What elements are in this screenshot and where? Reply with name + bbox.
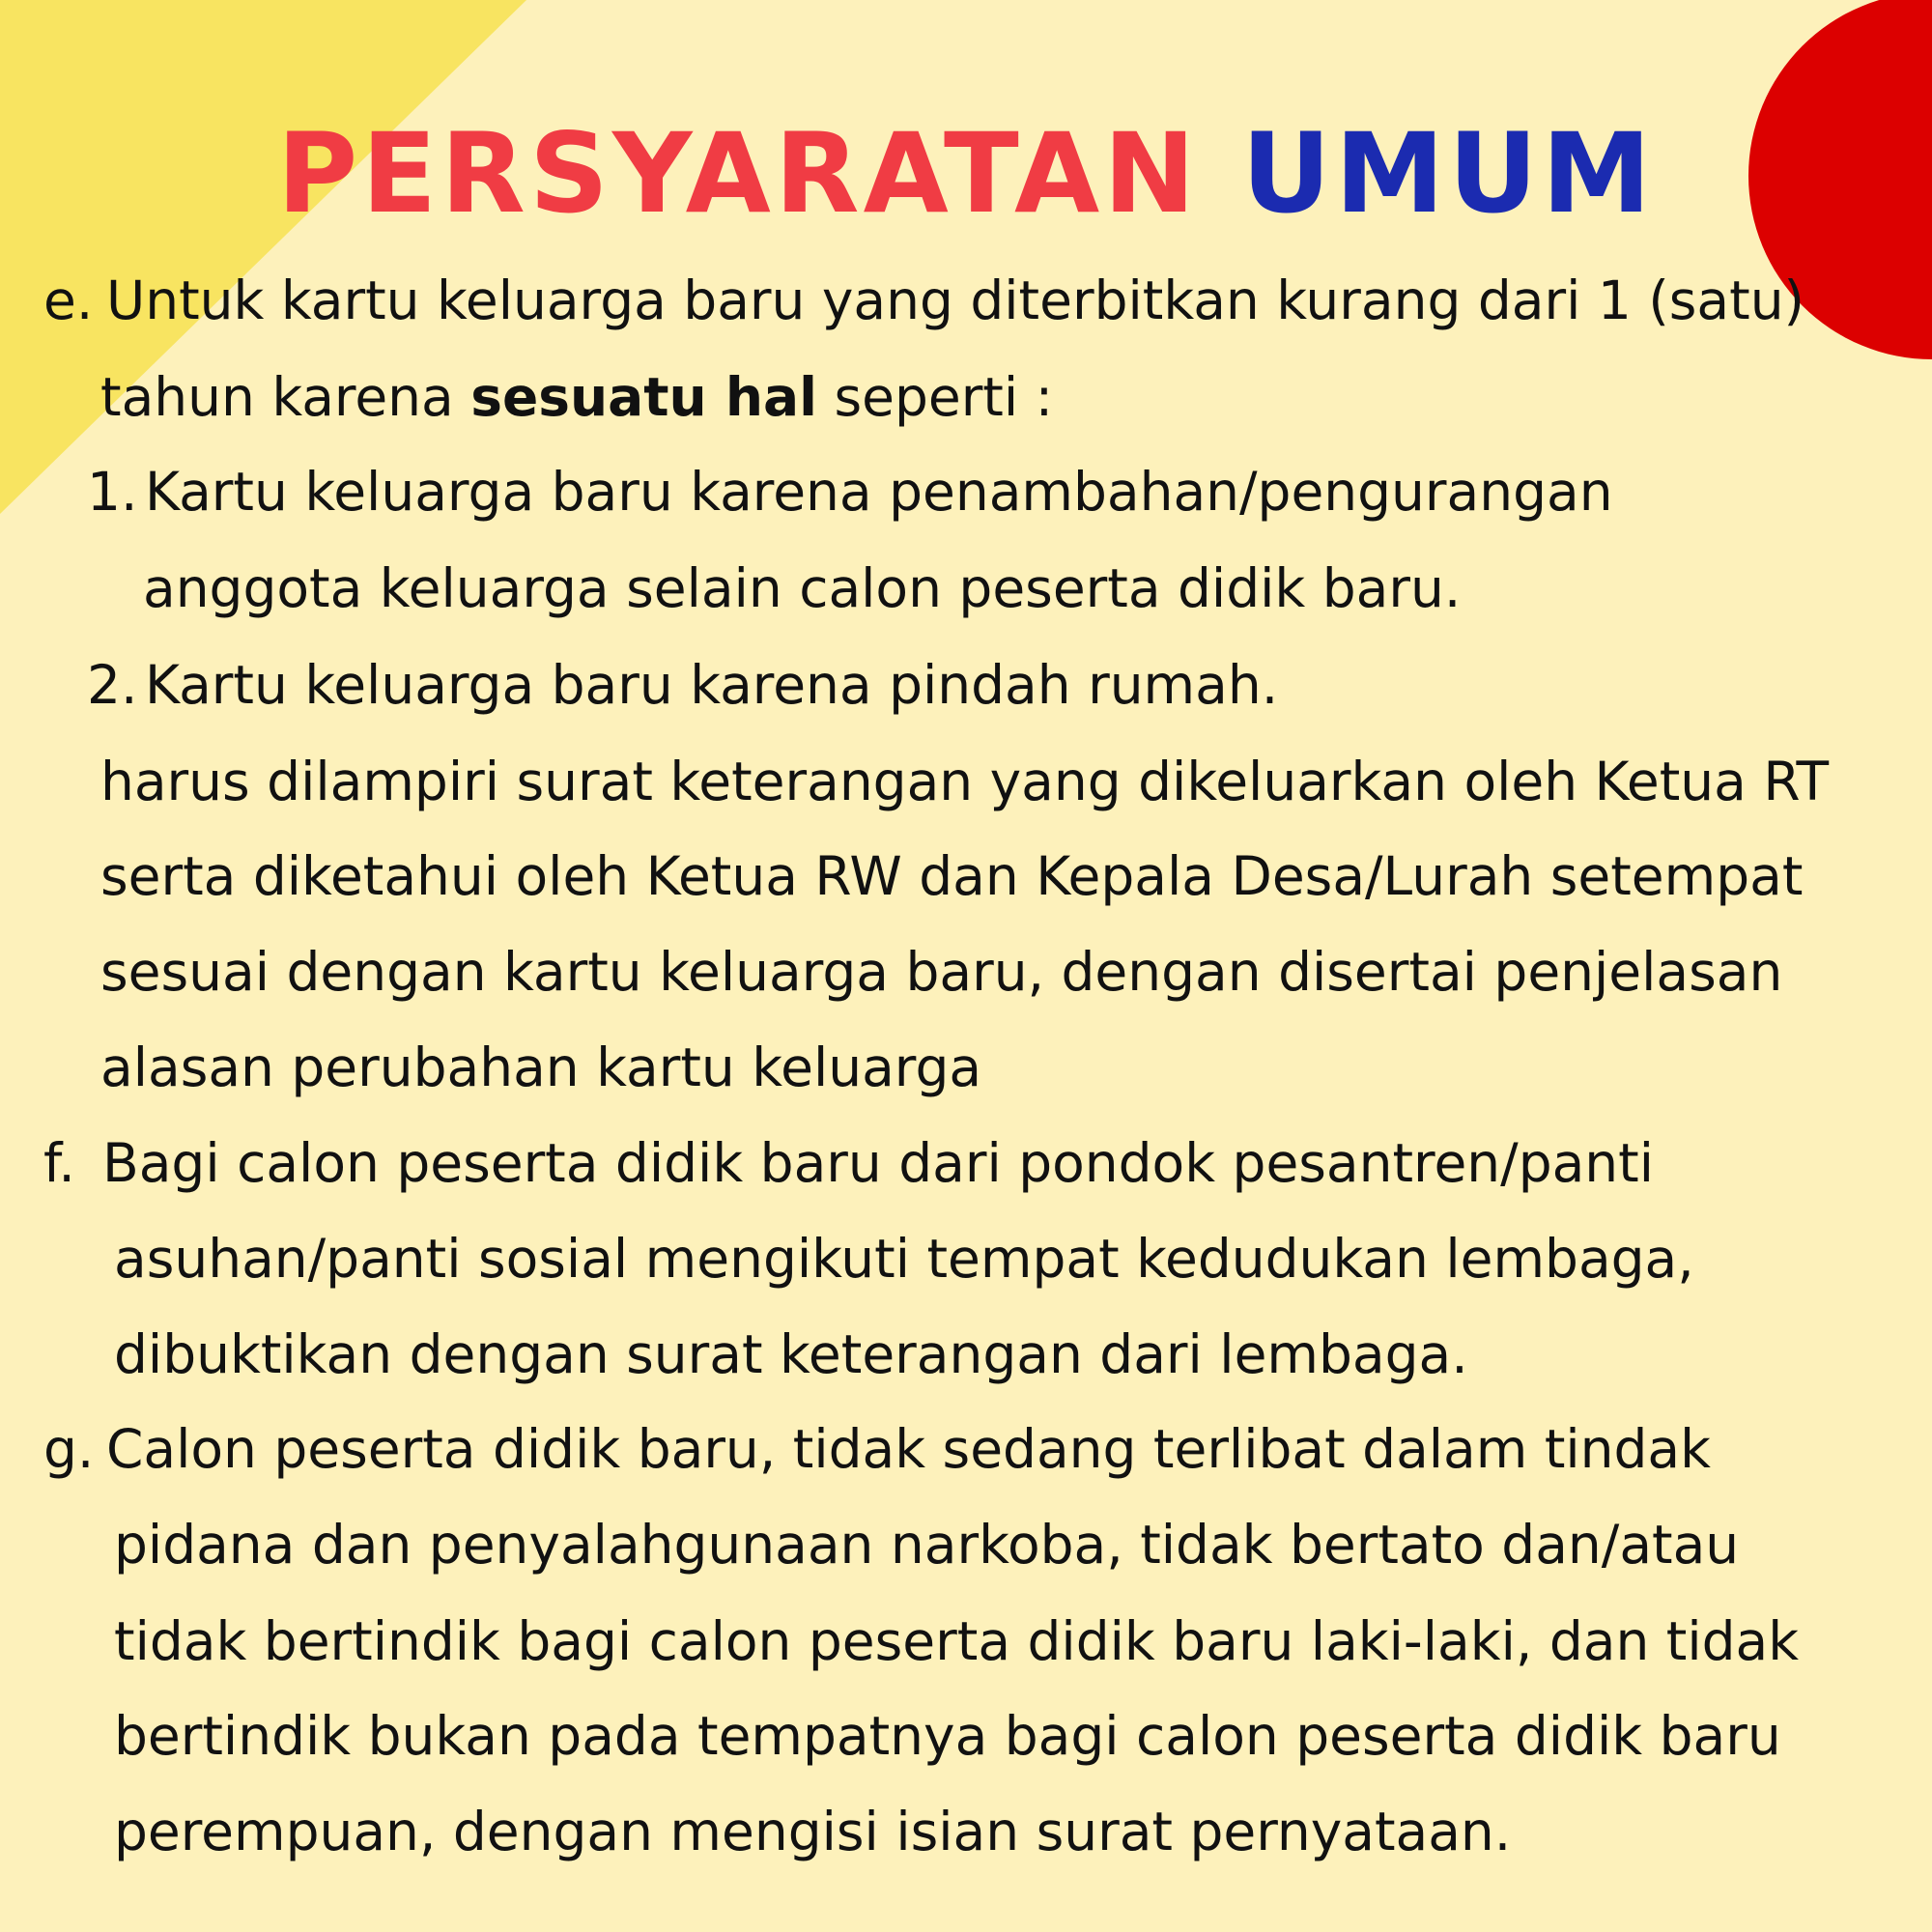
title-word-persyaratan: PERSYARATAN xyxy=(276,109,1200,238)
page-title xyxy=(0,106,1932,242)
item-e-continuation-line-4: alasan perubahan kartu keluarga xyxy=(100,1037,982,1098)
item-f-line-1: Bagi calon peserta didik baru dari pondok pesantren/panti xyxy=(102,1132,1655,1194)
item-g-line-2: pidana dan penyalahgunaan narkoba, tidak bertato dan/atau xyxy=(114,1514,1740,1576)
item-e-marker: e. xyxy=(43,270,94,331)
item-g-line-3: tidak bertindik bagi calon peserta didik baru laki-laki, dan tidak xyxy=(114,1610,1800,1672)
sub-item-2-marker: 2. xyxy=(87,654,138,716)
sub-item-1-marker: 1. xyxy=(87,461,138,523)
item-f-line-3: dibuktikan dengan surat keterangan dari lembaga. xyxy=(114,1323,1468,1385)
item-e-line-2-pre: tahun karena xyxy=(100,366,471,428)
item-e-emphasis: sesuatu hal xyxy=(470,366,817,428)
title-word-umum: UMUM xyxy=(1241,109,1656,238)
item-e-line-2-post: seperti : xyxy=(816,366,1054,428)
sub-item-1-line-2: anggota keluarga selain calon peserta didik baru. xyxy=(143,557,1462,619)
item-g-line-4: bertindik bukan pada tempatnya bagi calon peserta didik baru xyxy=(114,1705,1781,1767)
item-g-line-5: perempuan, dengan mengisi isian surat pernyataan. xyxy=(114,1801,1512,1862)
sub-item-2-line-1: Kartu keluarga baru karena pindah rumah. xyxy=(145,654,1279,716)
item-e-continuation-line-1: harus dilampiri surat keterangan yang dikeluarkan oleh Ketua RT xyxy=(100,751,1830,812)
sub-item-1-line-1: Kartu keluarga baru karena penambahan/pengurangan xyxy=(145,461,1613,523)
item-f-line-2: asuhan/panti sosial mengikuti tempat kedudukan lembaga, xyxy=(114,1228,1694,1290)
item-e-line-1: Untuk kartu keluarga baru yang diterbitkan kurang dari 1 (satu) xyxy=(106,270,1805,331)
item-g-marker: g. xyxy=(43,1418,95,1480)
item-e-continuation-line-2: serta diketahui oleh Ketua RW dan Kepala Desa/Lurah setempat xyxy=(100,845,1804,907)
yellow-triangle-decoration xyxy=(0,0,526,514)
item-e-line-2 xyxy=(100,363,1053,431)
item-g-line-1: Calon peserta didik baru, tidak sedang terlibat dalam tindak xyxy=(106,1418,1711,1480)
item-f-marker: f. xyxy=(43,1132,75,1194)
item-e-continuation-line-3: sesuai dengan kartu keluarga baru, dengan disertai penjelasan xyxy=(100,941,1783,1003)
